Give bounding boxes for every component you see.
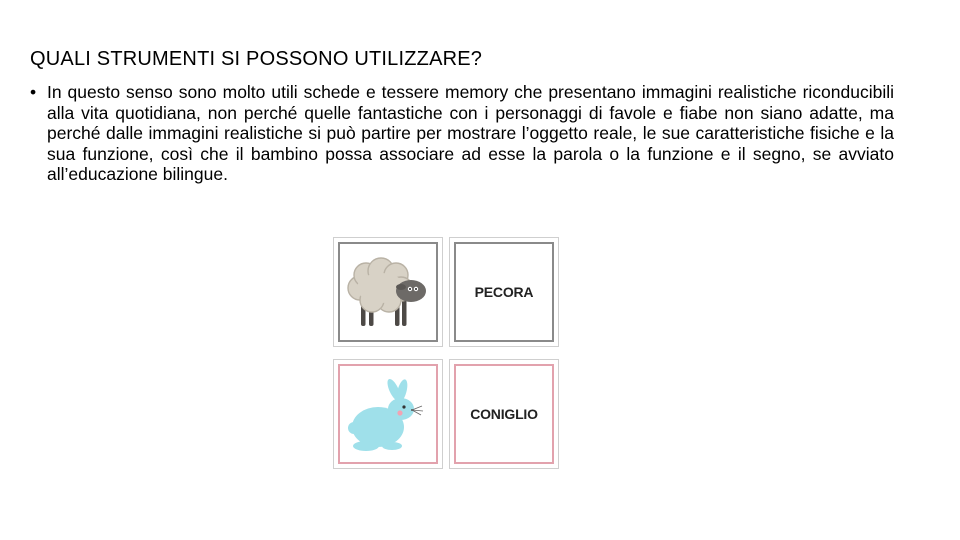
bullet-item bbox=[30, 82, 894, 185]
sheep-picture-card bbox=[334, 238, 442, 346]
memory-cards bbox=[332, 236, 560, 471]
sheep-icon bbox=[334, 238, 442, 346]
rabbit-word-card bbox=[450, 360, 558, 468]
rabbit-icon bbox=[334, 360, 442, 468]
bullet-marker: • bbox=[30, 82, 37, 102]
slide-title: QUALI STRUMENTI SI POSSONO UTILIZZARE? bbox=[30, 48, 483, 70]
bullet-text: In questo senso sono molto utili schede e tessere memory che presentano immagini realistiche riconducibili alla vita quotidiana, non perché quelle fantastiche con i personaggi di favole e fiabe non siano adatte, ma perché dalle immagini realistiche si può partire per mostrare l’oggetto reale, le sue caratteristiche fisiche e la sua funzione, così che il bambino possa associare ad esse la parola o la funzione e il segno, se avviato all’educazione bilingue. bbox=[47, 82, 894, 184]
rabbit-picture-card bbox=[334, 360, 442, 468]
card-word-pecora: PECORA bbox=[474, 284, 534, 300]
card-word-coniglio: CONIGLIO bbox=[470, 406, 538, 422]
sheep-word-card bbox=[450, 238, 558, 346]
